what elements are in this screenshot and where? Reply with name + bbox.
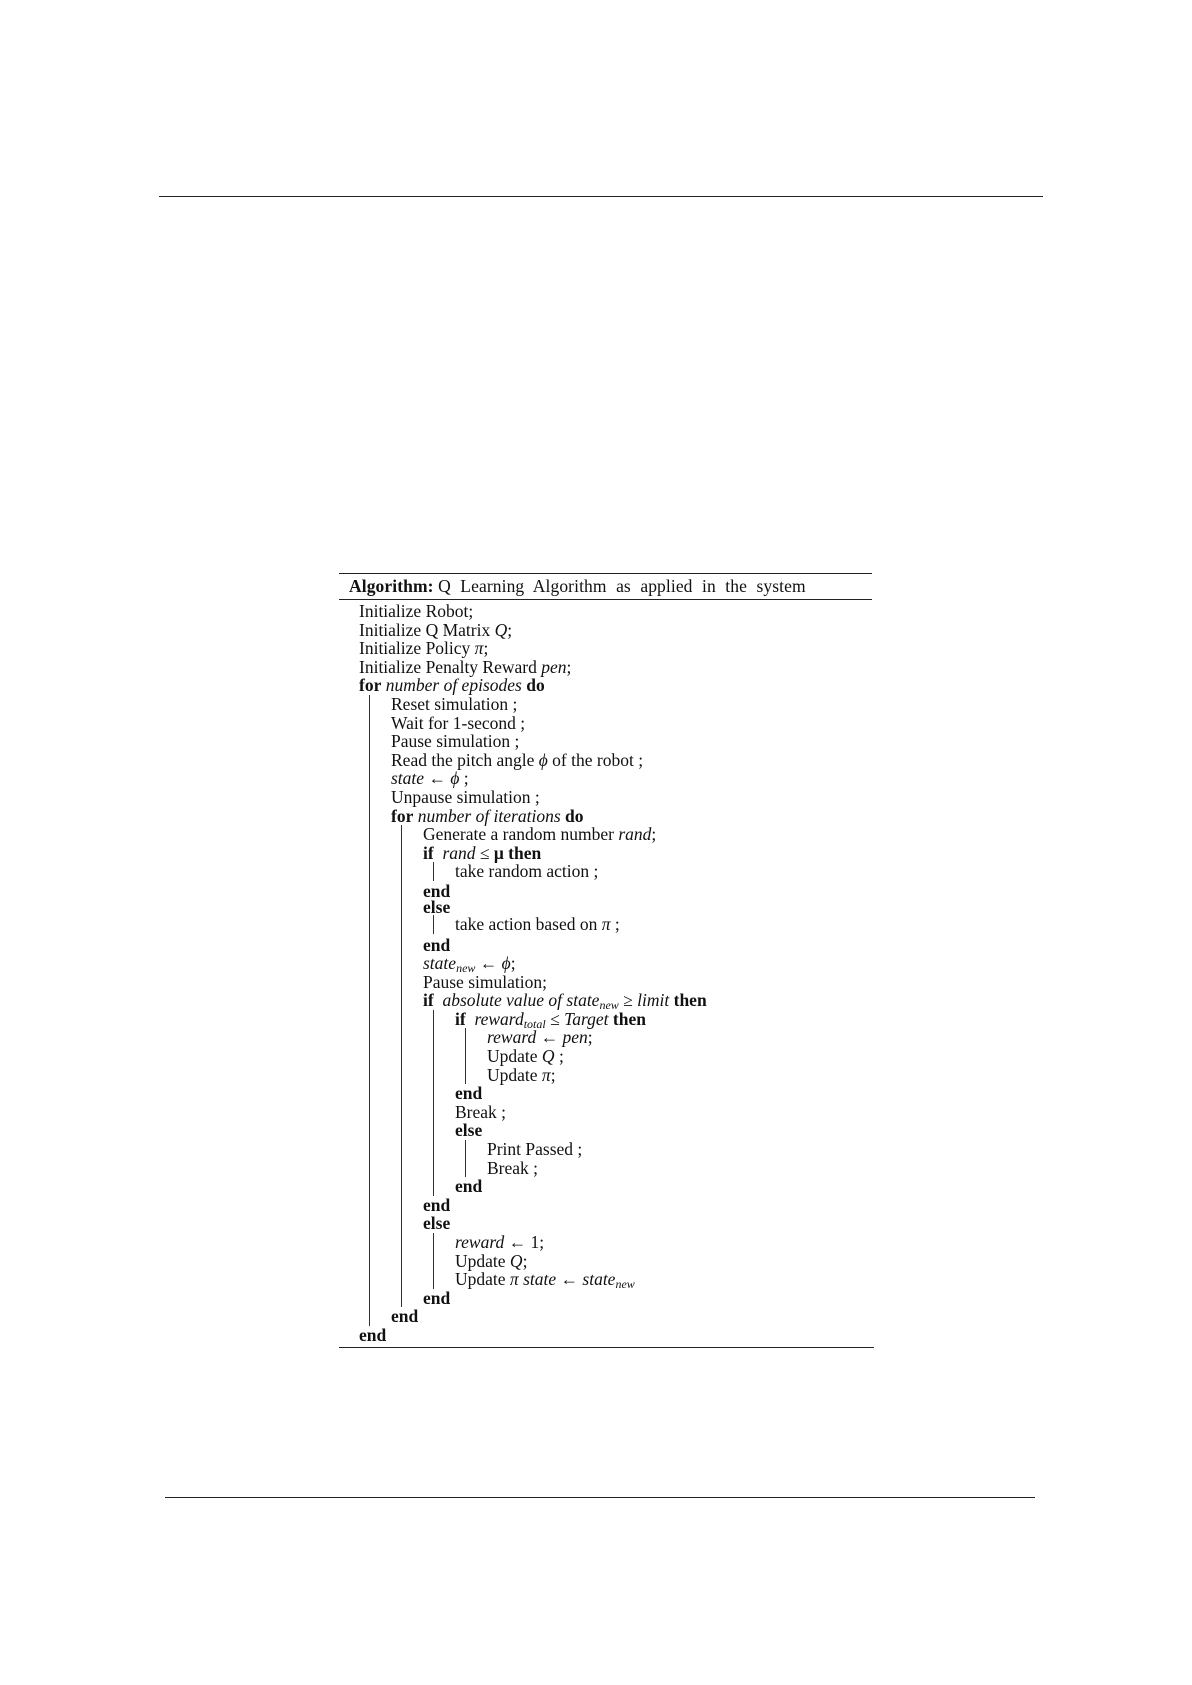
line-if-target: if reward$_{total}$ ≤ Target then	[455, 1008, 646, 1031]
line-reward-one: reward ← 1;	[455, 1232, 545, 1252]
line-update-q: Update Q;	[455, 1250, 528, 1271]
line-else: else	[423, 1213, 451, 1234]
line-end: end	[423, 934, 451, 955]
line-else: else	[455, 1120, 483, 1141]
line-policy-action: take action based on π ;	[455, 913, 620, 934]
block-episodes	[369, 695, 872, 1326]
line-else: else	[423, 896, 451, 917]
line-unpause: Unpause simulation ;	[391, 786, 540, 807]
line-init-robot: Initialize Robot;	[359, 601, 474, 621]
line-update-pi: Update π;	[487, 1064, 556, 1085]
block-iterations	[401, 825, 872, 1307]
block-else-rand	[433, 915, 872, 934]
line-random-action: take random action ;	[455, 861, 599, 882]
line-update-pi-state: Update π state ← state$_{new}$	[455, 1269, 635, 1292]
line-end: end	[391, 1306, 419, 1327]
block-if-rand	[433, 862, 872, 881]
line-wait: Wait for 1-second ;	[391, 712, 526, 733]
line-end: end	[455, 1176, 483, 1197]
line-for-episodes: for number of episodes do	[359, 675, 545, 696]
algorithm-caption	[339, 574, 872, 600]
algorithm-keyword: Algorithm:	[349, 576, 434, 596]
line-pause: Pause simulation ;	[391, 731, 520, 752]
algorithm-box	[339, 573, 872, 1345]
algorithm-bottom-rule	[339, 1347, 874, 1348]
line-break: Break ;	[487, 1157, 539, 1178]
line-generate-rand: Generate a random number rand;	[423, 824, 657, 845]
line-for-iterations: for number of iterations do	[391, 805, 584, 826]
line-read-pitch: Read the pitch angle ϕ of the robot ;	[391, 749, 644, 770]
line-end: end	[423, 1287, 451, 1308]
line-end: end	[359, 1324, 387, 1345]
line-init-q: Initialize Q Matrix Q;	[359, 619, 513, 640]
line-if-rand: if rand ≤ μ then	[423, 842, 542, 863]
line-end: end	[423, 1194, 451, 1215]
line-reset: Reset simulation ;	[391, 693, 518, 714]
block-else-limit	[433, 1232, 872, 1292]
algorithm-title: Q Learning Algorithm as applied in the system	[438, 576, 806, 596]
block-if-limit	[433, 1010, 872, 1196]
block-if-target	[465, 1028, 872, 1084]
block-else-target	[465, 1140, 872, 1177]
line-state-assign: state ← ϕ ;	[391, 768, 469, 789]
line-init-penalty: Initialize Penalty Reward pen;	[359, 656, 572, 677]
line-print-passed: Print Passed ;	[487, 1139, 583, 1160]
line-init-policy: Initialize Policy π;	[359, 638, 489, 659]
page-header-rule	[159, 196, 1043, 197]
line-end: end	[455, 1083, 483, 1104]
line-if-limit: if absolute value of state$_{new}$ ≥ limit then	[423, 990, 707, 1013]
line-state-new: state$_{new}$ ← ϕ;	[423, 953, 516, 976]
line-reward-pen: reward ← pen;	[487, 1027, 593, 1048]
line-pause-sim: Pause simulation;	[423, 971, 547, 992]
algorithm-body	[339, 600, 872, 1345]
page-footer-rule	[165, 1497, 1035, 1498]
line-update-q: Update Q ;	[487, 1046, 564, 1067]
line-break: Break ;	[455, 1101, 507, 1122]
line-end: end	[423, 880, 451, 901]
